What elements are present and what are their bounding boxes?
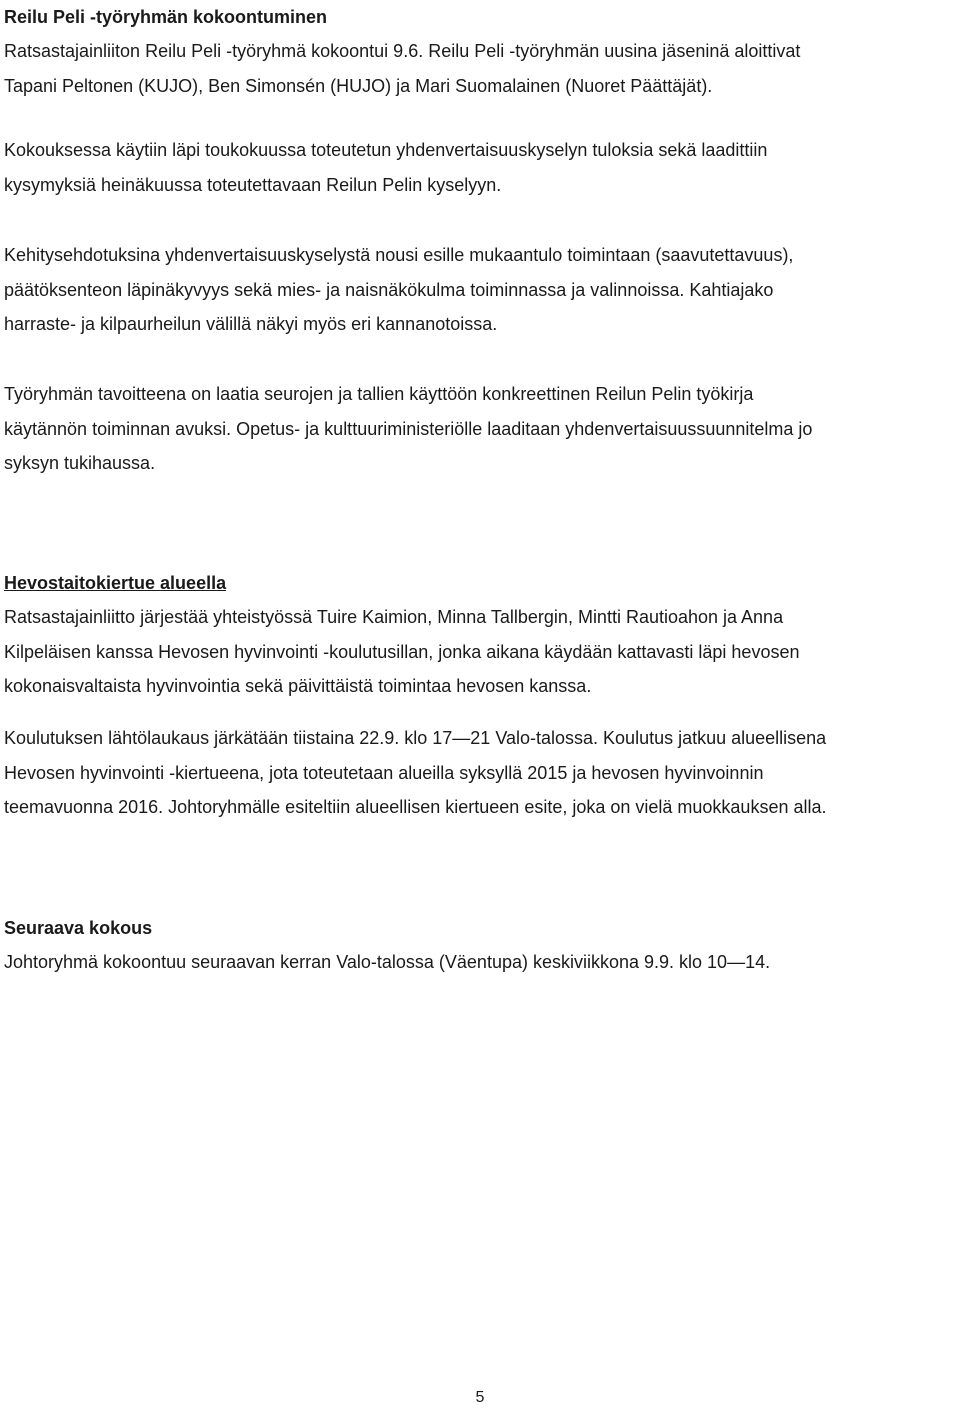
text-line: kysymyksiä heinäkuussa toteutettavaan Reilun Pelin kyselyyn. <box>4 174 502 195</box>
text-line: Kokouksessa käytiin läpi toukokuussa toteutetun yhdenvertaisuuskyselyn tuloksia sekä laadittiin <box>4 140 768 160</box>
section-seuraava-kokous <box>4 911 956 980</box>
text-line: käytännön toiminnan avuksi. Opetus- ja kulttuuriministeriölle laaditaan yhdenvertaisuussuunnitelma jo <box>4 418 813 439</box>
text-line: Johtoryhmä kokoontuu seuraavan kerran Valo-talossa (Väentupa) keskiviikkona 9.9. klo 10—14. <box>4 952 771 972</box>
text-line: harraste- ja kilpaurheilun välillä näkyi myös eri kannanotoissa. <box>4 314 498 334</box>
text-line: teemavuonna 2016. Johtoryhmälle esiteltiin alueellisen kiertueen esite, joka on vielä muokkauksen alla. <box>4 797 827 817</box>
paragraph <box>4 34 956 103</box>
paragraph <box>4 133 956 202</box>
text-line: Ratsastajainliiton Reilu Peli -työryhmä kokoontui 9.6. Reilu Peli -työryhmän uusina jäseninä aloittivat <box>4 41 801 61</box>
text-line: Hevosen hyvinvointi -kiertueena, jota toteutetaan alueilla syksyllä 2015 ja hevosen hyvinvoinnin <box>4 762 764 783</box>
section-heading: Reilu Peli -työryhmän kokoontuminen <box>4 7 328 27</box>
paragraph <box>4 945 956 980</box>
section-heading: Seuraava kokous <box>4 918 153 938</box>
paragraph-block <box>4 377 956 481</box>
text-line: päätöksenteon läpinäkyvyys sekä mies- ja naisnäkökulma toiminnassa ja valinnoissa. Kahtiajako <box>4 279 774 300</box>
paragraph <box>4 721 956 825</box>
text-line: Koulutuksen lähtölaukaus järkätään tiistaina 22.9. klo 17—21 Valo-talossa. Koulutus jatkuu alueellisena <box>4 728 827 748</box>
text-line: Tapani Peltonen (KUJO), Ben Simonsén (HUJO) ja Mari Suomalainen (Nuoret Päättäjät). <box>4 75 713 96</box>
paragraph-block <box>4 721 956 825</box>
paragraph <box>4 238 956 342</box>
text-line: Ratsastajainliitto järjestää yhteistyössä Tuire Kaimion, Minna Tallbergin, Mintti Rautioahon ja Anna <box>4 607 784 627</box>
section-heading: Hevostaitokiertue alueella <box>4 573 227 593</box>
text-line: Työryhmän tavoitteena on laatia seurojen ja tallien käyttöön konkreettinen Reilun Pelin työkirja <box>4 384 754 404</box>
text-line: kokonaisvaltaista hyvinvointia sekä päivittäistä toimintaa hevosen kanssa. <box>4 676 592 696</box>
paragraph <box>4 377 956 481</box>
text-line: syksyn tukihaussa. <box>4 453 156 473</box>
text-line: Kehitysehdotuksina yhdenvertaisuuskyselystä nousi esille mukaantulo toimintaan (saavutettavuus), <box>4 245 794 265</box>
text-line: Kilpeläisen kanssa Hevosen hyvinvointi -koulutusillan, jonka aikana käydään kattavasti läpi hevosen <box>4 641 800 662</box>
paragraph-block <box>4 133 956 202</box>
paragraph <box>4 600 956 704</box>
paragraph-block <box>4 238 956 342</box>
section-reilu-peli <box>4 0 956 103</box>
section-hevostaitokiertue <box>4 566 956 704</box>
page-number: 5 <box>475 1389 485 1406</box>
